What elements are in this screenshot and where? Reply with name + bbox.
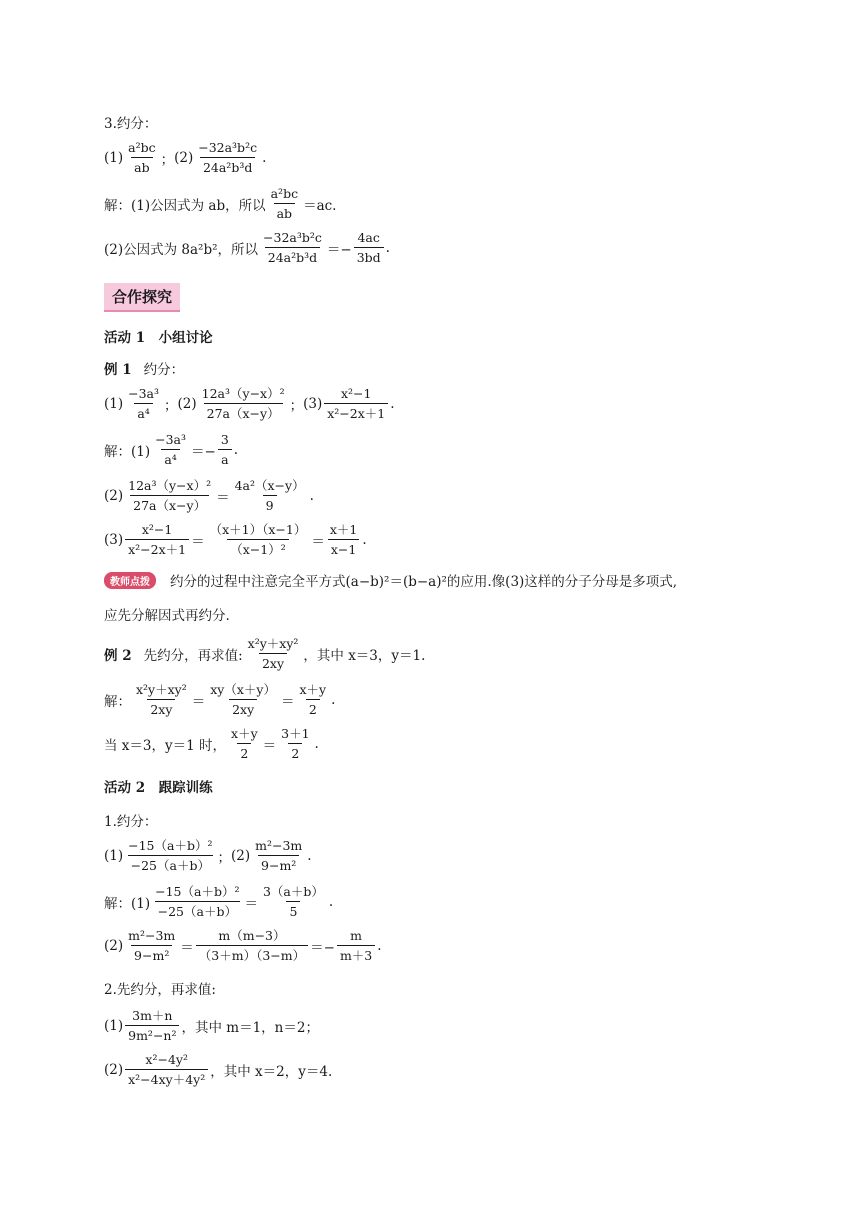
denominator: a bbox=[218, 449, 231, 467]
numerator: 4a²（x−y） bbox=[234, 478, 305, 493]
t1-heading bbox=[104, 810, 157, 830]
text: 当 x＝3，y＝1 时， bbox=[104, 737, 227, 754]
denominator: 3bd bbox=[354, 247, 384, 265]
numerator: m²−3m bbox=[255, 838, 303, 853]
denominator: 2xy bbox=[259, 653, 287, 671]
text: 解： bbox=[104, 693, 131, 710]
denominator: 27a（x−y） bbox=[204, 403, 283, 421]
ex1-problems bbox=[104, 386, 395, 421]
t2-heading-text: 2.先约分，再求值: bbox=[104, 982, 216, 998]
denominator: x−1 bbox=[328, 539, 359, 557]
eq: ＝− bbox=[191, 443, 216, 460]
end: . bbox=[385, 239, 390, 256]
fraction bbox=[245, 636, 302, 671]
end: . bbox=[390, 395, 395, 412]
activity2-text: 活动 2 跟踪训练 bbox=[104, 780, 213, 796]
numerator: 3m＋n bbox=[132, 1008, 173, 1023]
t2-problem-2 bbox=[104, 1052, 332, 1087]
denominator: x²−2x＋1 bbox=[324, 403, 388, 421]
eq: ＝ bbox=[216, 489, 230, 506]
ex1-heading bbox=[104, 358, 184, 378]
fraction bbox=[260, 230, 325, 265]
denominator: a⁴ bbox=[161, 449, 179, 467]
numerator: 4ac bbox=[357, 230, 380, 245]
numerator: （x＋1）（x−1） bbox=[209, 522, 307, 537]
denominator: x²−4xy＋4y² bbox=[125, 1069, 208, 1087]
end: . bbox=[262, 149, 267, 166]
numerator: m²−3m bbox=[128, 928, 176, 943]
text: (2)公因式为 8a²b²，所以 bbox=[104, 241, 259, 258]
fraction bbox=[125, 1008, 179, 1043]
label: (2) bbox=[174, 149, 194, 166]
denominator: m＋3 bbox=[337, 945, 375, 963]
denominator: −25（a＋b） bbox=[155, 901, 240, 919]
numerator: −32a³b²c bbox=[263, 230, 322, 245]
numerator: −32a³b²c bbox=[198, 140, 258, 155]
ex1-solution-3 bbox=[104, 522, 367, 557]
numerator: 12a³（y−x）² bbox=[128, 478, 212, 493]
label: (2) bbox=[177, 395, 197, 412]
ex2-heading bbox=[104, 636, 425, 671]
activity1-heading bbox=[104, 326, 213, 346]
text: (3) bbox=[104, 531, 124, 548]
fraction bbox=[195, 140, 260, 175]
fraction bbox=[337, 928, 375, 963]
numerator: 3 bbox=[220, 432, 229, 447]
end: . bbox=[331, 691, 336, 708]
fraction bbox=[152, 884, 242, 919]
denominator: ab bbox=[131, 157, 152, 175]
denominator: x²−2x＋1 bbox=[125, 539, 189, 557]
eq: ＝ bbox=[262, 737, 277, 754]
section-badge: 合作探究 bbox=[104, 283, 180, 312]
denominator: 5 bbox=[286, 901, 300, 919]
numerator: x²−1 bbox=[340, 386, 372, 401]
eq: ＝ bbox=[311, 533, 325, 550]
end: . bbox=[362, 531, 367, 548]
label: (1) bbox=[104, 847, 124, 864]
numerator: x＋y bbox=[231, 726, 258, 741]
text: ，其中 x＝3，y＝1. bbox=[303, 647, 426, 664]
fraction bbox=[125, 838, 215, 873]
denominator: a⁴ bbox=[134, 403, 152, 421]
eq: ＝− bbox=[310, 939, 335, 956]
fraction bbox=[354, 230, 384, 265]
label: (1) bbox=[104, 395, 124, 412]
label: (3) bbox=[303, 395, 323, 412]
fraction bbox=[232, 478, 308, 513]
ex1-solution-2 bbox=[104, 478, 314, 513]
t1-solution-2 bbox=[104, 928, 382, 963]
denominator: 9−m² bbox=[131, 945, 172, 963]
denominator: 2 bbox=[237, 743, 251, 761]
ex1-title: 例 1 bbox=[104, 362, 132, 378]
fraction bbox=[324, 386, 388, 421]
text: (2) bbox=[104, 487, 124, 504]
numerator: m bbox=[350, 928, 363, 943]
numerator: a²bc bbox=[270, 186, 299, 201]
fraction bbox=[125, 522, 189, 557]
end: . bbox=[307, 847, 312, 864]
fraction bbox=[296, 682, 329, 717]
denominator: 2xy bbox=[147, 699, 175, 717]
end: . bbox=[314, 735, 319, 752]
denominator: −25（a＋b） bbox=[128, 855, 213, 873]
t2-problem-1 bbox=[104, 1008, 319, 1043]
text: ＝ac. bbox=[303, 197, 337, 214]
ex1-solution-1 bbox=[104, 432, 238, 467]
denominator: 9m²−n² bbox=[125, 1025, 179, 1043]
label: (1) bbox=[104, 1017, 124, 1034]
fraction bbox=[207, 522, 310, 557]
numerator: x＋y bbox=[299, 682, 327, 697]
activity1-text: 活动 1 小组讨论 bbox=[104, 330, 213, 346]
label: (1) bbox=[104, 149, 124, 166]
numerator: x²−4y² bbox=[145, 1052, 188, 1067]
denominator: （x−1）² bbox=[227, 539, 289, 557]
numerator: −3a³ bbox=[128, 386, 160, 401]
s3-problems bbox=[104, 140, 266, 175]
denominator: 2 bbox=[288, 743, 302, 761]
ex2-prompt: 先约分，再求值: bbox=[143, 647, 243, 664]
denominator: 27a（x−y） bbox=[130, 495, 209, 513]
sep: ； bbox=[164, 397, 178, 414]
fraction bbox=[125, 386, 162, 421]
s3-solution-2 bbox=[104, 230, 390, 265]
fraction bbox=[133, 682, 190, 717]
numerator: −15（a＋b）² bbox=[128, 838, 213, 853]
text: (2) bbox=[104, 937, 124, 954]
sep: ； bbox=[289, 397, 304, 414]
t1-problems bbox=[104, 838, 312, 873]
end: . bbox=[328, 893, 334, 910]
denominator: 2 bbox=[306, 699, 320, 717]
numerator: 3＋1 bbox=[281, 726, 310, 741]
t1-solution-1 bbox=[104, 884, 333, 919]
ex2-title: 例 2 bbox=[104, 647, 132, 664]
eq: ＝ bbox=[180, 939, 194, 956]
fraction bbox=[125, 928, 178, 963]
numerator: −3a³ bbox=[155, 432, 187, 447]
fraction bbox=[125, 140, 158, 175]
t1-heading-text: 1.约分： bbox=[104, 814, 158, 830]
teacher-tip-badge: 教师点拨 bbox=[104, 572, 156, 589]
eq: ＝ bbox=[244, 895, 258, 912]
end: . bbox=[233, 441, 239, 458]
fraction bbox=[152, 432, 189, 467]
text: 解：(1)公因式为 ab，所以 bbox=[104, 197, 266, 214]
numerator: 12a³（y−x）² bbox=[201, 386, 285, 401]
end: . bbox=[377, 937, 382, 954]
numerator: x²−1 bbox=[141, 522, 173, 537]
tip-text-2: 应先分解因式再约分. bbox=[104, 608, 230, 624]
text: ，其中 x＝2，y＝4. bbox=[210, 1063, 333, 1080]
numerator: m（m−3） bbox=[218, 928, 286, 943]
fraction bbox=[228, 726, 261, 761]
ex1-prompt: 约分： bbox=[143, 362, 185, 378]
end: . bbox=[309, 487, 314, 504]
numerator: xy（x＋y） bbox=[210, 682, 276, 697]
fraction bbox=[125, 1052, 208, 1087]
fraction bbox=[199, 386, 288, 421]
fraction bbox=[125, 478, 214, 513]
denominator: 24a²b³d bbox=[200, 157, 255, 175]
s3-heading-text: 3.约分： bbox=[104, 116, 158, 132]
eq: ＝− bbox=[326, 241, 352, 258]
eq: ＝ bbox=[191, 693, 206, 710]
fraction bbox=[196, 928, 308, 963]
denominator: （3＋m）（3−m） bbox=[196, 945, 308, 963]
fraction bbox=[268, 186, 301, 221]
fraction bbox=[218, 432, 232, 467]
activity2-heading bbox=[104, 776, 213, 796]
numerator: x²y＋xy² bbox=[247, 636, 299, 651]
tip-text-1: 约分的过程中注意完全平方式(a−b)²＝(b−a)²的应用.像(3)这样的分子分母是多项式, bbox=[170, 574, 678, 590]
label: (2) bbox=[230, 847, 251, 864]
s3-solution-1 bbox=[104, 186, 336, 221]
numerator: x＋1 bbox=[329, 522, 358, 537]
fraction bbox=[260, 884, 327, 919]
tip-line-2 bbox=[104, 604, 230, 624]
denominator: 9 bbox=[263, 495, 277, 513]
denominator: 9−m² bbox=[258, 855, 299, 873]
sep: ； bbox=[217, 849, 231, 866]
ex2-solution bbox=[104, 682, 335, 717]
numerator: x²y＋xy² bbox=[136, 682, 187, 697]
eq: ＝ bbox=[191, 533, 205, 550]
ex2-evaluation bbox=[104, 726, 319, 761]
eq: ＝ bbox=[280, 693, 295, 710]
tip-line-1 bbox=[104, 570, 677, 590]
denominator: ab bbox=[274, 203, 295, 221]
denominator: 2xy bbox=[229, 699, 257, 717]
label: (2) bbox=[104, 1061, 124, 1078]
text: ，其中 m＝1，n＝2； bbox=[181, 1019, 319, 1036]
fraction bbox=[207, 682, 279, 717]
text: 解：(1) bbox=[104, 443, 151, 460]
sep: ； bbox=[160, 151, 175, 168]
s3-heading bbox=[104, 112, 157, 132]
t2-heading bbox=[104, 978, 216, 998]
fraction bbox=[278, 726, 312, 761]
denominator: 24a²b³d bbox=[265, 247, 320, 265]
fraction bbox=[252, 838, 305, 873]
fraction bbox=[327, 522, 361, 557]
numerator: 3（a＋b） bbox=[262, 884, 324, 899]
numerator: a²bc bbox=[128, 140, 156, 155]
text: 解：(1) bbox=[104, 895, 151, 912]
numerator: −15（a＋b）² bbox=[155, 884, 240, 899]
